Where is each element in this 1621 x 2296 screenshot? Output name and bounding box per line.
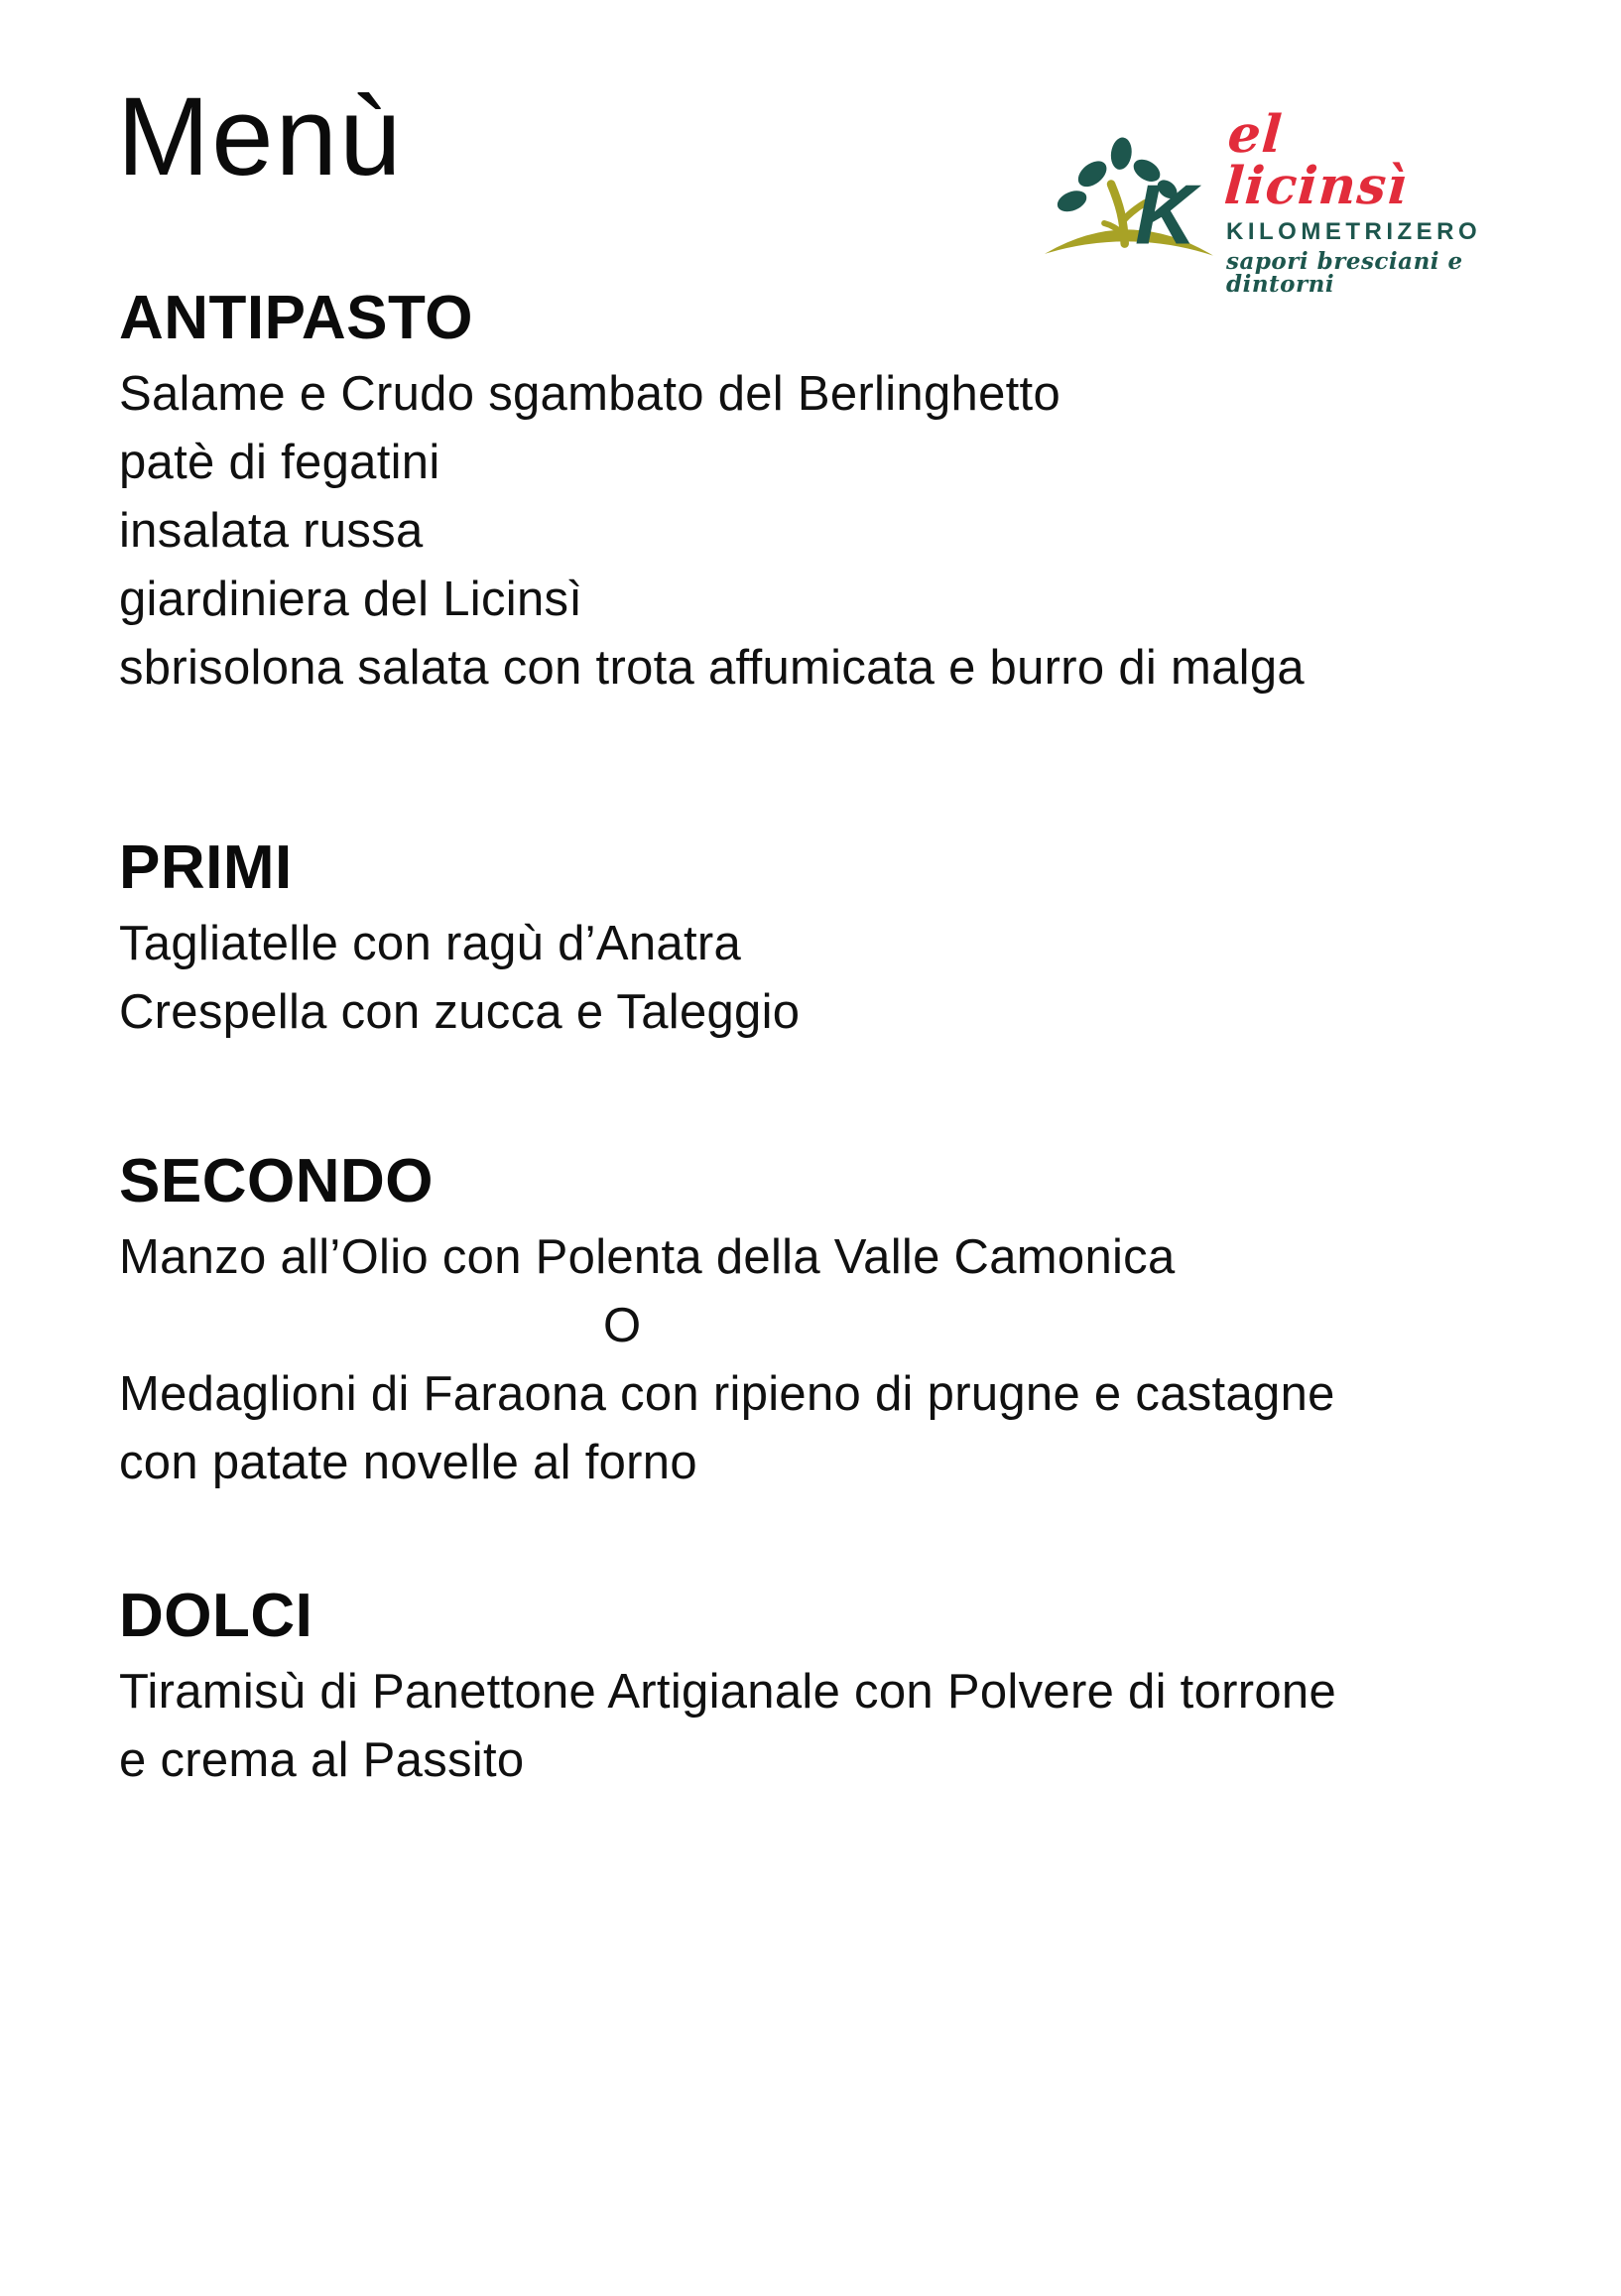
logo-leaf (1055, 187, 1090, 215)
section-primi (119, 835, 1528, 1047)
section-dolci (119, 1584, 1528, 1795)
menu-item: sbrisolona salata con trota affumicata e burro di malga (119, 641, 1305, 696)
menu-item: Medaglioni di Faraona con ripieno di prugne e castagne (119, 1367, 1335, 1422)
brand-tagline: sapori bresciani e dintorni (1226, 248, 1463, 298)
menu-item-continuation: con patate novelle al forno (119, 1436, 697, 1490)
menu-item: patè di fegatini (119, 436, 440, 490)
section-heading-secondo: SECONDO (119, 1147, 434, 1215)
menu-item: Crespella con zucca e Taleggio (119, 985, 801, 1040)
menu-item: Salame e Crudo sgambato del Berlinghetto (119, 367, 1061, 422)
brand-logo-text (1222, 103, 1482, 298)
tree-k-logo-icon (1040, 125, 1218, 274)
section-heading-dolci: DOLCI (119, 1582, 313, 1650)
logo-k-letter: K (1135, 167, 1196, 263)
menu-item-continuation: e crema al Passito (119, 1733, 525, 1788)
logo-leaf (1073, 156, 1111, 191)
menu-item: Tagliatelle con ragù d’Anatra (119, 917, 742, 971)
menu-item: insalata russa (119, 504, 424, 559)
brand-subtitle: KILOMETRIZERO (1226, 218, 1482, 245)
section-heading-antipasto: ANTIPASTO (119, 284, 474, 352)
menu-item: giardiniera del Licinsì (119, 573, 583, 627)
section-heading-primi: PRIMI (119, 833, 293, 902)
brand-name: el licinsì (1222, 104, 1411, 216)
menu-item: Manzo all’Olio con Polenta della Valle Camonica (119, 1230, 1176, 1285)
menu-item: Tiramisù di Panettone Artigianale con Polvere di torrone (119, 1665, 1337, 1720)
section-antipasto (119, 286, 1528, 702)
page-title: Menù (117, 74, 404, 198)
menu-item-or-divider: O (603, 1299, 642, 1353)
logo-leaf (1109, 136, 1134, 171)
section-secondo (119, 1149, 1528, 1497)
brand-logo (1040, 103, 1482, 298)
